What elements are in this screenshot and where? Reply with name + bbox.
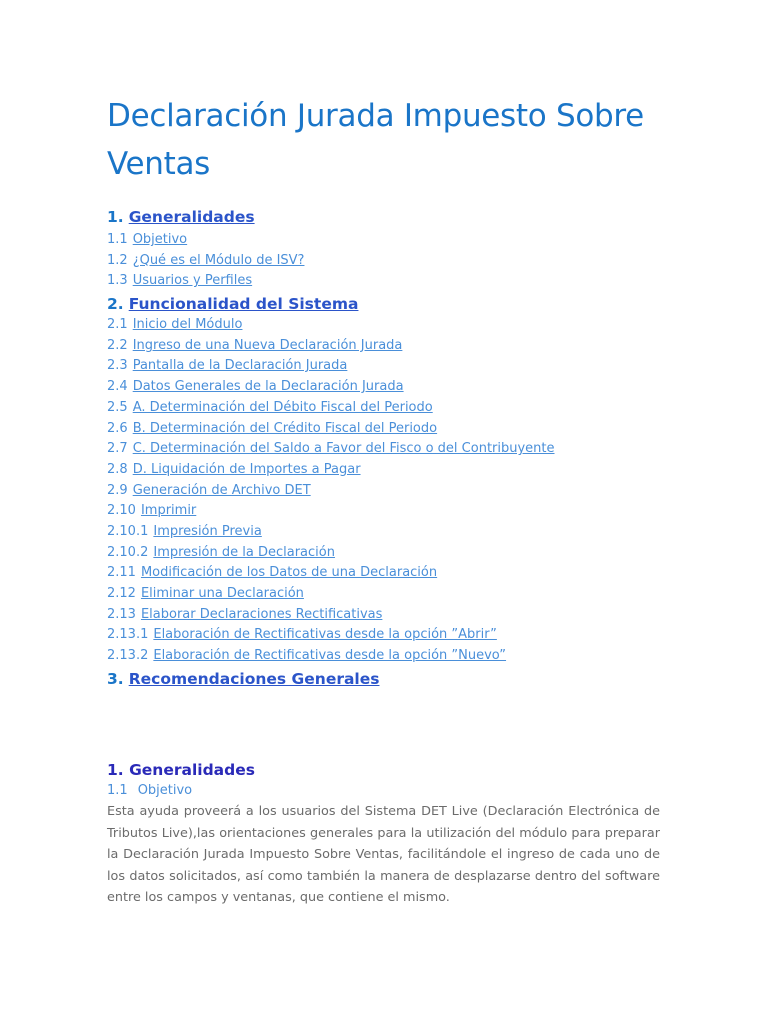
toc-section-entry xyxy=(107,206,707,230)
toc-entry-link[interactable]: Usuarios y Perfiles xyxy=(132,273,253,289)
toc-entry xyxy=(107,646,707,667)
toc-entry-link[interactable]: C. Determinación del Saldo a Favor del Fisco o del Contribuyente xyxy=(132,441,555,457)
toc-entry-number: 2.5 xyxy=(107,399,128,415)
toc-entry-number: 1.3 xyxy=(107,273,128,289)
toc-entry xyxy=(107,439,707,460)
toc-entry-number: 2.10.2 xyxy=(107,544,149,560)
toc-entry xyxy=(107,501,707,522)
toc-entry xyxy=(107,356,707,377)
section-heading: 1. Generalidades xyxy=(107,761,255,779)
toc-entry-number: 1.2 xyxy=(107,252,128,268)
toc-entry xyxy=(107,563,707,584)
toc-entry-link[interactable]: Elaboración de Rectificativas desde la opción ”Nuevo” xyxy=(153,648,507,664)
toc-section-entry xyxy=(107,668,707,690)
toc-entry-link[interactable]: B. Determinación del Crédito Fiscal del Periodo xyxy=(132,420,438,436)
toc-entry-link[interactable]: Objetivo xyxy=(132,232,188,247)
toc-entry xyxy=(107,251,707,272)
toc-entry-number: 2.8 xyxy=(107,461,128,477)
toc-entry-link[interactable]: Generalidades xyxy=(128,208,255,226)
toc-entry-number: 2.3 xyxy=(107,358,128,374)
toc-entry-link[interactable]: A. Determinación del Débito Fiscal del Periodo xyxy=(132,399,433,415)
toc-entry xyxy=(107,522,707,543)
toc-entry xyxy=(107,625,707,646)
toc-entry-link[interactable]: Funcionalidad del Sistema xyxy=(128,295,359,314)
toc-entry-number: 2.13.1 xyxy=(107,627,149,643)
toc-entry-link[interactable]: Datos Generales de la Declaración Jurada xyxy=(132,379,404,395)
toc-entry-link[interactable]: Impresión de la Declaración xyxy=(153,544,335,560)
toc-entry-link[interactable]: ¿Qué es el Módulo de ISV? xyxy=(132,252,305,268)
toc-entry-link[interactable]: Elaborar Declaraciones Rectificativas xyxy=(140,606,383,622)
toc-entry-number: 2.12 xyxy=(107,586,136,601)
toc-entry-link[interactable]: Impresión Previa xyxy=(153,523,262,539)
toc-entry-number: 2.10.1 xyxy=(107,523,149,539)
toc-entry-number: 3. xyxy=(107,669,124,688)
toc-entry-number: 2.1 xyxy=(107,317,128,333)
toc-entry xyxy=(107,419,707,440)
toc-entry-link[interactable]: Pantalla de la Declaración Jurada xyxy=(132,358,348,374)
toc-entry xyxy=(107,315,707,336)
toc-entry-link[interactable]: Ingreso de una Nueva Declaración Jurada xyxy=(132,337,403,353)
toc-section-entry xyxy=(107,293,707,315)
toc-entry xyxy=(107,543,707,564)
toc-entry xyxy=(107,481,707,502)
toc-entry-number: 2.4 xyxy=(107,379,128,395)
body-paragraph: Esta ayuda proveerá a los usuarios del Sistema DET Live (Declaración Electrónica de Tributos Live),las orientaciones generales para la utilización del módulo para preparar la Declaración Jurada Impuesto Sobre Ventas, facilitándole el ingreso de cada uno de los datos solicitados, así como también la manera de desplazarse dentro del software entre los campos y ventanas, que contiene el mismo. xyxy=(107,804,660,905)
toc-entry xyxy=(107,230,707,251)
toc-entry xyxy=(107,336,707,357)
toc-entry xyxy=(107,605,707,626)
toc-entry-number: 2.6 xyxy=(107,420,128,436)
toc-entry xyxy=(107,377,707,398)
toc-entry-link[interactable]: Recomendaciones Generales xyxy=(128,669,380,688)
toc-entry-number: 2.9 xyxy=(107,482,128,498)
toc-entry-number: 2.11 xyxy=(107,565,136,581)
table-of-contents xyxy=(107,206,707,690)
toc-entry-number: 2.13 xyxy=(107,606,136,622)
toc-entry xyxy=(107,271,707,292)
toc-entry-link[interactable]: D. Liquidación de Importes a Pagar xyxy=(132,461,361,477)
toc-entry xyxy=(107,398,707,419)
toc-entry-link[interactable]: Generación de Archivo DET xyxy=(132,482,311,498)
toc-entry-link[interactable]: Modificación de los Datos de una Declaración xyxy=(140,565,438,581)
toc-entry-number: 1.1 xyxy=(107,232,128,247)
toc-entry-number: 2.10 xyxy=(107,503,136,519)
toc-entry-link[interactable]: Imprimir xyxy=(140,503,197,519)
toc-entry xyxy=(107,460,707,481)
subsection-label: Objetivo xyxy=(137,783,193,798)
toc-entry-number: 2.13.2 xyxy=(107,648,149,664)
toc-entry-number: 1. xyxy=(107,208,124,226)
toc-entry xyxy=(107,584,707,605)
toc-entry-link[interactable]: Elaboración de Rectificativas desde la opción ”Abrir” xyxy=(153,627,497,643)
subsection-heading xyxy=(107,782,192,800)
toc-entry-number: 2. xyxy=(107,295,124,314)
toc-entry-link[interactable]: Eliminar una Declaración xyxy=(140,586,304,601)
toc-entry-number: 2.2 xyxy=(107,337,128,353)
subsection-number: 1.1 xyxy=(107,783,128,798)
toc-entry-link[interactable]: Inicio del Módulo xyxy=(132,317,243,333)
toc-entry-number: 2.7 xyxy=(107,441,128,457)
document-title: Declaración Jurada Impuesto Sobre Ventas xyxy=(107,98,644,182)
